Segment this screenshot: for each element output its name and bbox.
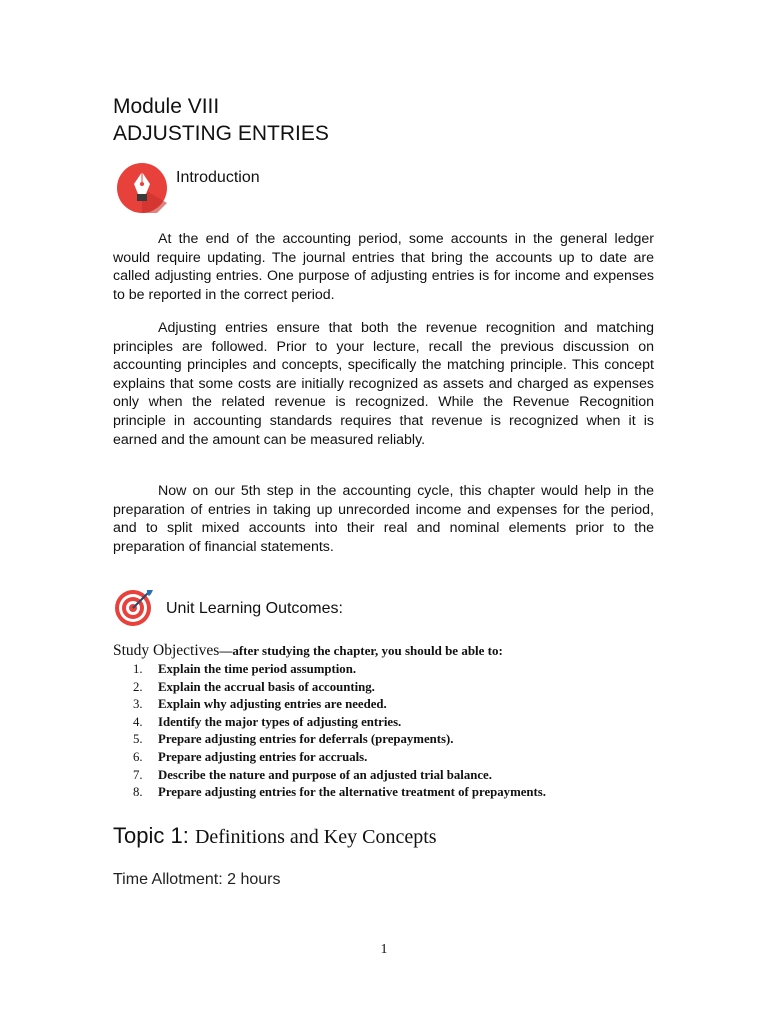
list-item: [133, 679, 546, 697]
module-subtitle: ADJUSTING ENTRIES: [113, 122, 329, 145]
topic-name: Definitions and Key Concepts: [194, 826, 437, 848]
list-item: [133, 784, 546, 802]
introduction-heading: Introduction: [176, 169, 260, 186]
list-item: [133, 749, 546, 767]
unit-learning-outcomes-heading: Unit Learning Outcomes:: [166, 600, 343, 617]
study-objectives-label: Study Objectives: [113, 642, 220, 659]
item-number: 3.: [133, 697, 143, 712]
topic-title: [113, 822, 437, 851]
study-objectives-list: [133, 661, 546, 802]
list-item: [133, 767, 546, 785]
fountain-pen-icon: [117, 163, 167, 213]
time-allotment: Time Allotment: 2 hours: [113, 871, 281, 888]
item-text: Describe the nature and purpose of an adjusted trial balance.: [158, 767, 492, 782]
item-number: 4.: [133, 714, 143, 729]
item-number: 5.: [133, 732, 143, 747]
item-number: 6.: [133, 749, 143, 764]
item-text: Explain the accrual basis of accounting.: [158, 679, 375, 694]
intro-paragraph-1: At the end of the accounting period, some accounts in the general ledger would require updating. The journal entries that bring the accounts up to date are called adjusting entries. One purpose of adjusting entries is for income and expenses to be reported in the correct period.: [113, 231, 654, 303]
item-number: 2.: [133, 679, 143, 694]
item-number: 7.: [133, 767, 143, 782]
item-number: 8.: [133, 785, 143, 800]
study-objectives-intro: [113, 641, 503, 661]
item-text: Explain the time period assumption.: [158, 662, 357, 676]
item-text: Prepare adjusting entries for accruals.: [158, 749, 368, 764]
topic-label: Topic 1:: [113, 823, 195, 848]
item-text: Explain why adjusting entries are needed.: [158, 697, 387, 712]
item-text: Identify the major types of adjusting entries.: [158, 714, 402, 729]
intro-paragraph-2: Adjusting entries ensure that both the revenue recognition and matching principles are followed. Prior to your lecture, recall the previous discussion on accounting principles and concepts, specifically the matching principle. This concept explains that some costs are initially recognized as assets and charged as expenses only when the related revenue is recognized. While the Revenue Recognition principle in accounting standards requires that revenue is recognized when it is earned and the amount can be measured reliably.: [113, 320, 654, 448]
list-item: [133, 661, 546, 679]
list-item: [133, 731, 546, 749]
list-item: [133, 714, 546, 732]
module-title: Module VIII: [113, 95, 220, 118]
intro-paragraph-3: Now on our 5th step in the accounting cycle, this chapter would help in the preparation of entries in taking up unrecorded income and expenses for the period, and to split mixed accounts into their real and nominal elements prior to the preparation of financial statements.: [113, 483, 654, 555]
item-text: Prepare adjusting entries for deferrals (prepayments).: [158, 732, 454, 747]
item-number: 1.: [133, 662, 143, 676]
study-objectives-suffix: —after studying the chapter, you should be able to:: [219, 643, 503, 658]
page-number: 1: [380, 942, 388, 957]
target-icon: [114, 587, 154, 627]
list-item: [133, 696, 546, 714]
item-text: Prepare adjusting entries for the alternative treatment of prepayments.: [158, 785, 546, 800]
